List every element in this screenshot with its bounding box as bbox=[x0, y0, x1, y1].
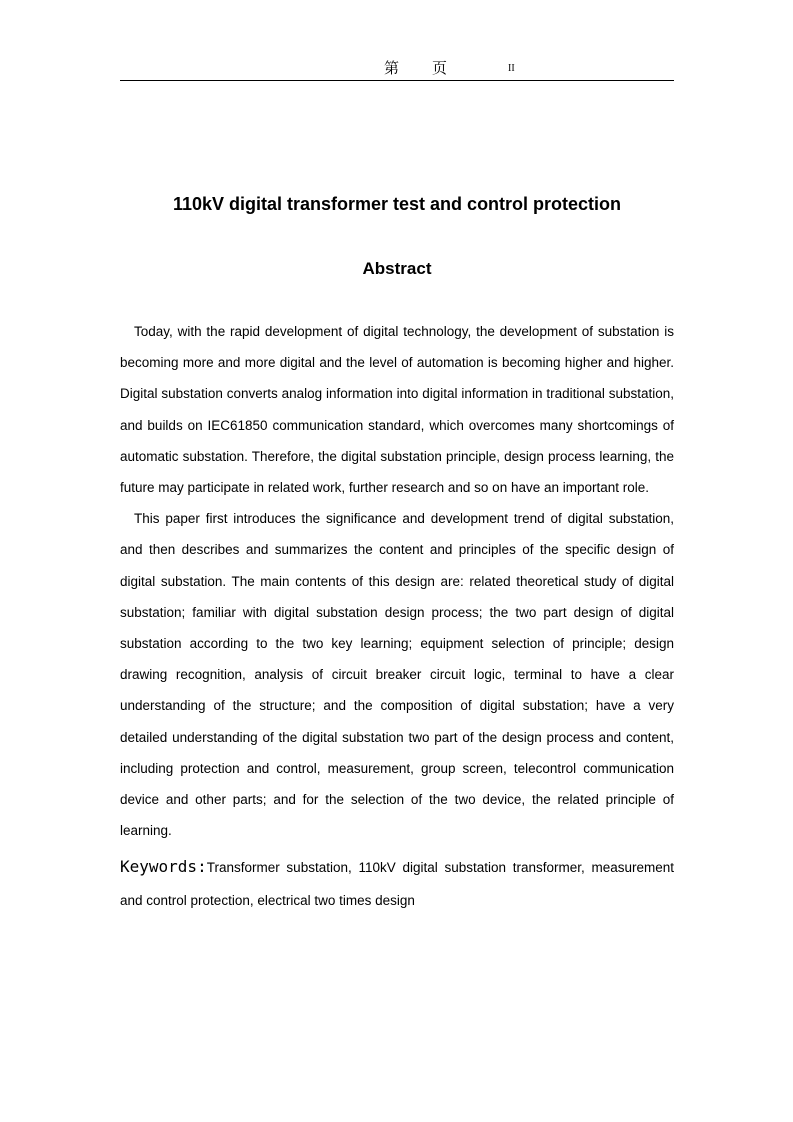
abstract-paragraph-1: Today, with the rapid development of digital technology, the development of substation is becoming more and more digital and the level of automation is becoming higher and higher. Digital substation converts analog information into digital information in traditional substation, and builds on IEC61850 communication standard, which overcomes many shortcomings of automatic substation. Therefore, the digital substation principle, design process learning, the future may participate in related work, further research and so on have an important role. bbox=[120, 324, 674, 496]
abstract-heading: Abstract bbox=[362, 259, 432, 278]
abstract-paragraph-2: This paper first introduces the significance and development trend of digital substation, and then describes and summarizes the content and principles of the specific design of digital substation. The main contents of this design are: related theoretical study of digital substation; familiar with digital substation design process; the two part design of digital substation according to the two key learning; equipment selection of principle; design drawing recognition, analysis of circuit breaker circuit logic, terminal to have a clear understanding of the structure; and the composition of digital substation; have a very detailed understanding of the digital substation two part of the design process and content, including protection and control, measurement, group screen, telecontrol communication device and other parts; and for the selection of the two device, the related principle of learning. bbox=[120, 511, 674, 839]
page-header bbox=[120, 56, 674, 81]
keywords-line bbox=[120, 850, 674, 917]
document-title: 110kV digital transformer test and control protection bbox=[172, 194, 622, 214]
header-page-label-di: 第 bbox=[384, 59, 400, 77]
keywords-text: Transformer substation, 110kV digital substation transformer, measurement and control protection, electrical two times design bbox=[120, 860, 674, 909]
header-page-label-ye: 页 bbox=[432, 59, 448, 77]
keywords-label: Keywords: bbox=[120, 857, 207, 877]
header-page-number: II bbox=[508, 63, 515, 74]
abstract-body bbox=[120, 316, 674, 917]
